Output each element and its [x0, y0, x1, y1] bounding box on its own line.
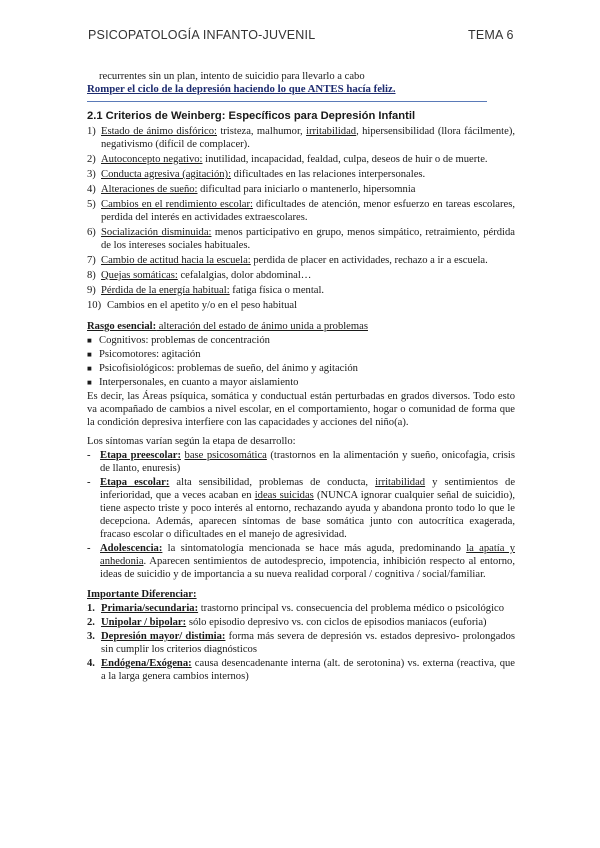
list-item: 2. Unipolar / bipolar: sólo episodio depresivo vs. con ciclos de episodios maniacos (euforia)	[87, 617, 487, 628]
criterion-item: 5) Cambios en el rendimiento escolar: dificultades de atención, menor esfuerzo en tareas escolares, perdida del interés en actividades extraescolares.	[87, 199, 515, 223]
bullet-icon: ■	[87, 350, 92, 359]
list-item: - Etapa preescolar: base psicosomática (trastornos en la alimentación y sueño, onicofagia, crisis de llanto, enuresis)	[87, 450, 515, 474]
header-title: PSICOPATOLOGÍA INFANTO-JUVENIL	[88, 28, 316, 42]
paragraph: Los síntomas varían según la etapa de desarrollo:	[87, 436, 296, 447]
list-item: ■ Interpersonales, en cuanto a mayor aislamiento	[87, 377, 299, 388]
bullet-icon: ■	[87, 364, 92, 373]
dash-marker: -	[87, 450, 91, 461]
bullet-icon: ■	[87, 378, 92, 387]
rasgo-esencial: Rasgo esencial: alteración del estado de ánimo unida a problemas	[87, 321, 368, 332]
criterion-item: 9) Pérdida de la energía habitual: fatiga física o mental.	[87, 285, 325, 296]
subsection-title: Importante Diferenciar:	[87, 589, 197, 600]
list-item: 3. Depresión mayor/ distimia: forma más severa de depresión vs. estados depresivo- prolongados sin cumplir los criterios diagnósticos	[87, 631, 515, 655]
section-title: 2.1 Criterios de Weinberg: Específicos para Depresión Infantil	[87, 110, 416, 122]
criterion-item: 3) Conducta agresiva (agitación): dificultades en las relaciones interpersonales.	[87, 169, 426, 180]
bullet-icon: ■	[87, 336, 92, 345]
criterion-item: 6) Socialización disminuida: menos participativo en grupo, menos simpático, retraimiento, pérdida de los intereses sociales habituales.	[87, 227, 515, 251]
criterion-item: 7) Cambio de actitud hacia la escuela: perdida de placer en actividades, rechazo a ir a escuela.	[87, 255, 488, 266]
intro-line: recurrentes sin un plan, intento de suicidio para llevarlo a cabo	[99, 71, 365, 82]
list-item: ■ Cognitivos: problemas de concentración	[87, 335, 270, 346]
paragraph: Es decir, las Áreas psíquica, somática y conductual están perturbadas en grados diversos. Todo esto va acompañado de cambios a nivel escolar, en el comportamiento, hogar o comunidad de forma que la condición depresiva interfiere con las capacidades y acciones del niño(a).	[87, 391, 515, 428]
list-item: ■ Psicofisiológicos: problemas de sueño, del ánimo y agitación	[87, 363, 358, 374]
dash-marker: -	[87, 477, 91, 488]
list-item: 4. Endógena/Exógena: causa desencadenante interna (alt. de serotonina) vs. externa (reactiva, que a la larga genera cambios internos)	[87, 658, 515, 682]
document-body	[87, 70, 515, 684]
criterion-item: 4) Alteraciones de sueño: dificultad para iniciarlo o mantenerlo, hipersomnia	[87, 184, 416, 195]
criterion-item: 1) Estado de ánimo disfórico: tristeza, malhumor, irritabilidad, hipersensibilidad (llora fácilmente), negativismo (difícil de complacer).	[87, 126, 515, 150]
criterion-item: 10) Cambios en el apetito y/o en el peso habitual	[87, 300, 298, 311]
list-item: - Adolescencia: la sintomatología mencionada se hace más aguda, predominando la apatía y anhedonia. Aparecen sentimientos de autodesprecio, impotencia, inhibición respecto al entorno, ideas de suicidio y de importancia a su nueva realidad corporal / cognitiva / social/familiar.	[87, 543, 515, 580]
section-divider	[87, 101, 487, 102]
list-item: 1. Primaria/secundaria: trastorno principal vs. consecuencia del problema médico o psicológico	[87, 603, 505, 614]
list-item: - Etapa escolar: alta sensibilidad, problemas de conducta, irritabilidad y sentimientos de inferioridad, que a veces acaban en ideas suicidas (NUNCA ignorar cualquier señal de suicidio), tiene aspecto triste y poco interés al entorno, rechazando ayuda y abandona pronto todo lo que le decepciona. Además, aparecen síntomas de base somática junto con autocrítica exagerada, fracaso escolar o dificultades en el manejo de agresividad.	[87, 477, 516, 540]
intro-highlight: Romper el ciclo de la depresión haciendo lo que ANTES hacía feliz.	[87, 83, 396, 95]
criterion-item: 8) Quejas somáticas: cefalalgias, dolor abdominal…	[87, 270, 312, 281]
header-chapter: TEMA 6	[468, 28, 514, 42]
dash-marker: -	[87, 543, 91, 554]
list-item: ■ Psicomotores: agitación	[87, 349, 201, 360]
criterion-item: 2) Autoconcepto negativo: inutilidad, incapacidad, fealdad, culpa, deseos de huir o de muerte.	[87, 154, 488, 165]
